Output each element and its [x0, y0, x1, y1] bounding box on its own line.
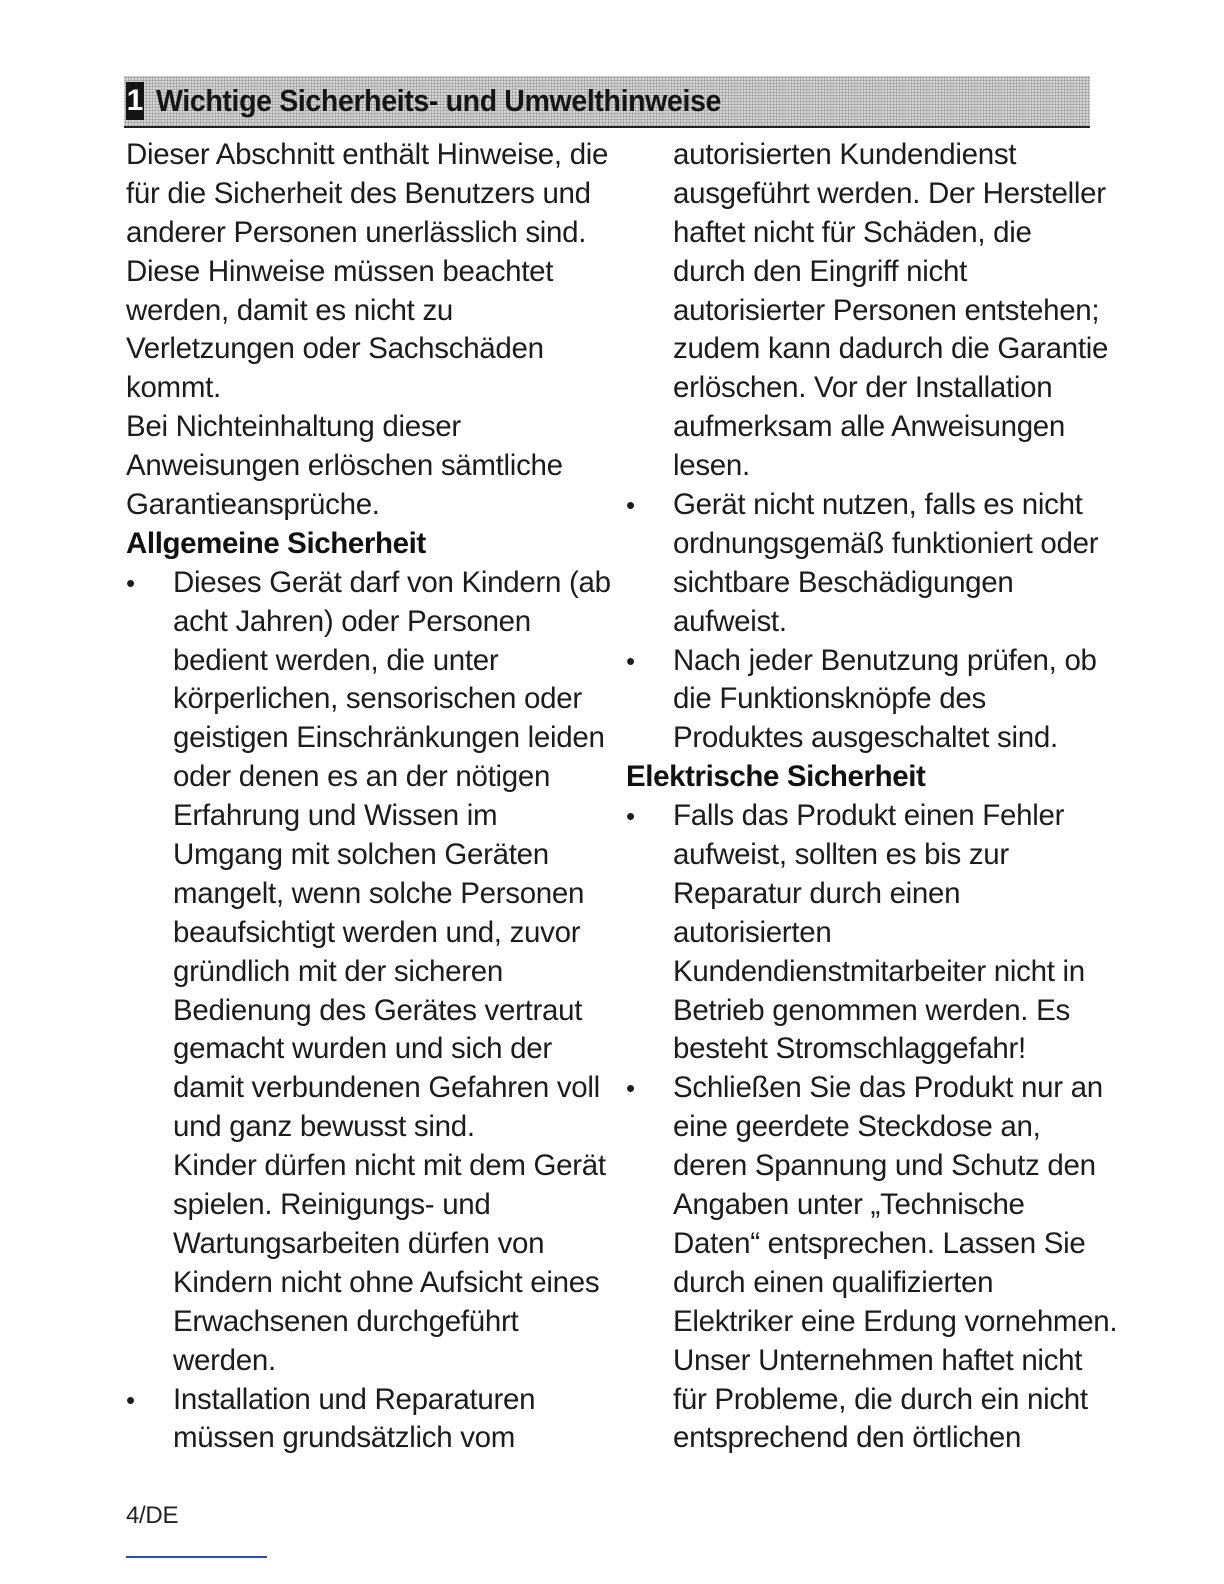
text-line: Falls das Produkt einen Fehler — [673, 799, 1065, 833]
text-line: Produktes ausgeschaltet sind. — [673, 721, 1058, 755]
text-line: zudem kann dadurch die Garantie — [673, 332, 1109, 366]
text-line: Elektriker eine Erdung vornehmen. — [673, 1304, 1118, 1338]
text-line: die Funktionsknöpfe des — [673, 682, 986, 716]
text-line: aufweist. — [673, 604, 787, 638]
bullet-item-malfunction — [626, 486, 1099, 642]
text-line: Daten“ entsprechen. Lassen Sie — [673, 1226, 1086, 1260]
intro-paragraph — [126, 136, 609, 525]
text-line: deren Spannung und Schutz den — [673, 1149, 1096, 1183]
bullet-icon: • — [626, 1073, 635, 1104]
text-line: damit verbundenen Gefahren voll — [173, 1071, 600, 1105]
text-line: gemacht wurden und sich der — [173, 1032, 552, 1066]
bullet-icon: • — [626, 490, 635, 521]
text-line: körperlichen, sensorischen oder — [173, 682, 582, 716]
text-line: eine geerdete Steckdose an, — [673, 1110, 1041, 1144]
text-line: Erfahrung und Wissen im — [173, 799, 498, 833]
bullet-icon: • — [126, 1384, 135, 1415]
text-line: aufmerksam alle Anweisungen — [673, 410, 1066, 444]
text-line: Wartungsarbeiten dürfen von — [173, 1226, 545, 1260]
text-line: Angaben unter „Technische — [673, 1188, 1025, 1222]
text-line: Nach jeder Benutzung prüfen, ob — [673, 643, 1097, 677]
text-line: Installation und Reparaturen — [173, 1382, 536, 1416]
text-line: Anweisungen erlöschen sämtliche — [126, 449, 563, 483]
text-line: ausgeführt werden. Der Hersteller — [673, 176, 1106, 210]
text-line: für Probleme, die durch ein nicht — [673, 1382, 1088, 1416]
text-line: erlöschen. Vor der Installation — [673, 371, 1053, 405]
page-number: 4/DE — [126, 1502, 179, 1529]
text-line: mangelt, wenn solche Personen — [173, 876, 585, 910]
text-line: Unser Unternehmen haftet nicht — [673, 1343, 1083, 1377]
text-line: autorisierten Kundendienst — [673, 138, 1017, 171]
footer-rule — [126, 1556, 267, 1558]
text-line: Verletzungen oder Sachschäden — [126, 332, 544, 366]
text-line: Bei Nichteinhaltung dieser — [126, 410, 461, 444]
section-title: Wichtige Sicherheits- und Umwelthinweise — [156, 83, 722, 118]
text-line: Diese Hinweise müssen beachtet — [126, 254, 554, 288]
continued-bullet-text — [626, 136, 1109, 486]
heading-electrical-safety: Elektrische Sicherheit — [626, 760, 926, 794]
text-line: geistigen Einschränkungen leiden — [173, 721, 605, 755]
text-line: Schließen Sie das Produkt nur an — [673, 1071, 1103, 1105]
text-line: für die Sicherheit des Benutzers und — [126, 176, 591, 210]
text-line: acht Jahren) oder Personen — [173, 604, 531, 638]
bullet-icon: • — [626, 645, 635, 676]
text-line: Umgang mit solchen Geräten — [173, 838, 549, 872]
text-line: müssen grundsätzlich vom — [173, 1421, 516, 1455]
text-line: bedient werden, die unter — [173, 643, 499, 677]
text-line: gründlich mit der sicheren — [173, 954, 503, 988]
text-line: Dieses Gerät darf von Kindern (ab — [173, 565, 611, 599]
text-line: aufweist, sollten es bis zur — [673, 838, 1009, 872]
text-line: ordnungsgemäß funktioniert oder — [673, 526, 1099, 560]
text-line: anderer Personen unerlässlich sind. — [126, 215, 587, 249]
text-line: Erwachsenen durchgeführt — [173, 1304, 519, 1338]
section-number-badge: 1 — [126, 82, 144, 120]
text-line: spielen. Reinigungs- und — [173, 1188, 491, 1222]
text-line: werden. — [173, 1343, 276, 1377]
text-line: durch einen qualifizierten — [673, 1265, 994, 1299]
text-line: Kinder dürfen nicht mit dem Gerät — [173, 1149, 606, 1183]
text-line: beaufsichtigt werden und, zuvor — [173, 915, 581, 949]
text-line: kommt. — [126, 371, 221, 405]
text-line: entsprechend den örtlichen — [673, 1421, 1022, 1455]
text-line: Betrieb genommen werden. Es — [673, 993, 1070, 1027]
text-line: Dieser Abschnitt enthält Hinweise, die — [126, 138, 609, 171]
bullet-icon: • — [126, 567, 135, 598]
text-line: autorisierten — [673, 915, 832, 949]
text-line: besteht Stromschlaggefahr! — [673, 1032, 1026, 1066]
text-line: und ganz bewusst sind. — [173, 1110, 475, 1144]
text-line: Gerät nicht nutzen, falls es nicht — [673, 488, 1083, 522]
text-line: Kundendienstmitarbeiter nicht in — [673, 954, 1085, 988]
bullet-item-children — [126, 564, 611, 1381]
text-line: autorisierter Personen entstehen; — [673, 293, 1100, 327]
bullet-item-grounding — [626, 1069, 1118, 1458]
section-header — [124, 76, 1090, 128]
text-line: Garantieansprüche. — [126, 488, 380, 522]
text-line: Kindern nicht ohne Aufsicht eines — [173, 1265, 600, 1299]
text-line: Reparatur durch einen — [673, 876, 961, 910]
left-column — [126, 136, 611, 1458]
right-column — [626, 136, 1118, 1458]
text-line: oder denen es an der nötigen — [173, 760, 551, 794]
bullet-item-installation — [126, 1381, 596, 1459]
bullet-item-fault — [626, 797, 1096, 1069]
bullet-icon: • — [626, 801, 635, 832]
text-line: werden, damit es nicht zu — [126, 293, 453, 327]
text-line: sichtbare Beschädigungen — [673, 565, 1014, 599]
heading-general-safety: Allgemeine Sicherheit — [126, 526, 426, 560]
bullet-item-knobs — [626, 642, 1096, 759]
text-line: Bedienung des Gerätes vertraut — [173, 993, 583, 1027]
text-line: haftet nicht für Schäden, die — [673, 215, 1032, 249]
text-line: durch den Eingriff nicht — [673, 254, 967, 288]
text-line: lesen. — [673, 449, 750, 483]
